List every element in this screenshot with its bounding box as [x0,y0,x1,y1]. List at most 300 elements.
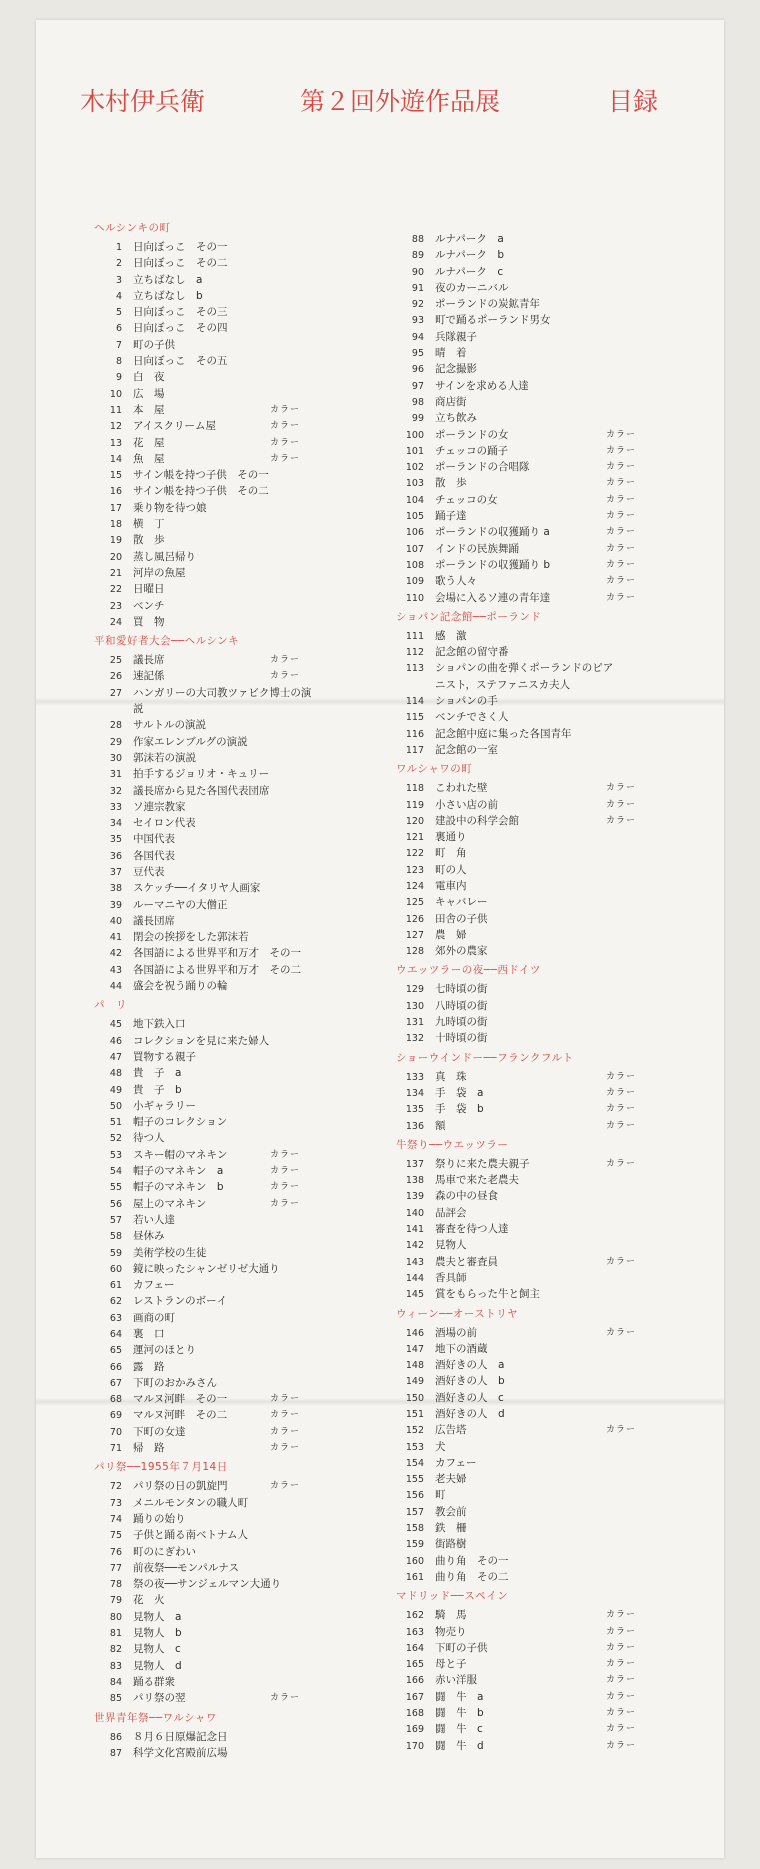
entry-number: 25 [109,655,122,667]
entry-title: 議長席 [133,654,165,667]
catalogue-entry [94,1407,424,1423]
entry-number: 164 [405,1642,424,1654]
entry-title: ルナパーク a [435,233,504,245]
catalogue-entry [396,1205,726,1221]
entry-number: 169 [405,1724,424,1736]
entry-title: 待つ人 [133,1132,165,1145]
catalogue-entry [396,1487,726,1503]
entry-number: 59 [109,1247,122,1259]
entry-number: 127 [405,929,424,941]
entry-number: 12 [109,421,122,433]
entry-number: 85 [109,1693,122,1705]
entry-number: 157 [405,1506,424,1518]
entry-title: 地下鉄入口 [133,1018,186,1031]
entry-number: 94 [411,331,424,343]
catalogue-entry [94,848,424,864]
entry-number: 116 [405,728,424,740]
entry-number: 55 [109,1182,122,1194]
catalogue-entry [94,369,424,385]
catalogue-entry [396,1357,726,1373]
entry-number: 145 [405,1289,424,1301]
catalogue-entry [94,1326,424,1342]
color-print-tag: カラー [606,527,637,538]
color-print-tag: カラー [270,1394,301,1405]
entry-title: 日向ぼっこ その五 [133,355,228,368]
catalogue-entry [94,1478,424,1494]
catalogue-entry [94,1391,424,1407]
entry-number: 46 [109,1035,122,1047]
catalogue-entry [94,962,424,978]
entry-title: 闘 牛 c [435,1723,483,1736]
color-print-tag: カラー [270,1693,301,1704]
catalogue-entry [396,1172,726,1188]
entry-title: 帽子のマネキン b [133,1181,224,1194]
catalogue-entry [396,1439,726,1455]
entry-title: 見物人 c [133,1643,181,1656]
entry-number: 81 [109,1628,122,1640]
entry-number: 93 [411,315,424,327]
entry-title: 闘 牛 a [435,1690,484,1703]
entry-title: 記念館の一室 [435,743,498,756]
entry-number: 105 [405,511,424,523]
color-print-tag: カラー [270,1149,301,1160]
entry-title: 踊子達 [435,510,467,523]
entry-title: 各国語による世界平和万才 その二 [133,963,301,976]
catalogue-entry [94,1745,424,1761]
entry-title: 乗り物を待つ娘 [133,501,207,514]
entry-number: 33 [109,801,122,813]
catalogue-entry [94,418,424,434]
entry-title: 感 激 [435,629,467,642]
entry-number: 3 [115,274,122,286]
entry-title: 兵隊親子 [435,330,477,343]
entry-number: 88 [411,234,424,245]
catalogue-entry [94,255,424,271]
entry-title: 散 歩 [435,477,467,490]
color-print-tag: カラー [270,1443,301,1454]
entry-title: ポーランドの炭鉱青年 [435,298,540,311]
catalogue-entry [396,590,726,606]
entry-number: 63 [109,1312,122,1324]
catalogue-entry [396,557,726,573]
entry-title: 議長席から見た各国代表団席 [133,784,270,797]
entry-number: 15 [109,470,122,482]
entry-title: 赤い洋服 [435,1674,477,1687]
entry-title: 若い人達 [133,1213,175,1226]
entry-number: 161 [405,1571,424,1583]
entry-title: 帽子のマネキン a [133,1165,224,1178]
entry-number: 132 [405,1033,424,1045]
catalogue-entry [94,565,424,581]
entry-title: チェッコの踊子 [435,444,509,457]
color-print-tag: カラー [606,1327,637,1338]
entry-number: 153 [405,1441,424,1453]
entry-title: 運河のほとり [133,1344,196,1357]
catalogue-entry [94,799,424,815]
entry-number: 138 [405,1175,424,1187]
catalogue-entry [396,1738,726,1754]
entry-number: 170 [405,1740,424,1752]
entry-number: 16 [109,486,122,498]
section-header: ヘルシンキの町 [94,222,171,234]
color-print-tag: カラー [606,1256,637,1267]
entry-title: 町で踊るポーランド男女 [435,314,551,327]
catalogue-entry [396,1118,726,1134]
entry-title: 美術学校の生徒 [133,1246,207,1259]
entry-number: 30 [109,752,122,764]
entry-title: パリ祭の翌 [133,1692,186,1705]
entry-title: 豆代表 [133,865,165,878]
entry-title: 魚 屋 [133,452,165,465]
entry-title: 酒場の前 [435,1326,477,1339]
catalogue-entry [396,797,726,813]
entry-title: 闘 牛 d [435,1739,484,1752]
entry-number: 64 [109,1329,122,1340]
catalogue-entry [396,1672,726,1688]
catalogue-entry [94,1690,424,1706]
entry-title: 額 [435,1119,446,1132]
catalogue-entry [94,1065,424,1081]
entry-title: 日向ぼっこ その二 [133,257,228,270]
entry-title: 騎 馬 [435,1609,467,1622]
color-print-tag: カラー [606,815,637,826]
entry-title: インドの民族舞踊 [435,542,519,555]
entry-title: 町 角 [435,847,467,860]
catalogue-entry [396,573,726,589]
catalogue-entry [94,750,424,766]
entry-number: 151 [405,1409,424,1420]
catalogue-entry [396,1188,726,1204]
section-header: パ リ [94,999,127,1012]
entry-number: 137 [405,1158,424,1170]
catalogue-entry [94,1544,424,1560]
entry-number: 158 [405,1523,424,1535]
catalogue-sheet [36,20,724,1858]
entry-title: 日曜日 [133,583,165,596]
catalogue-entry [396,508,726,524]
catalogue-entry [94,1342,424,1358]
catalogue-entry [396,862,726,878]
entry-title: 田舎の子供 [435,912,488,925]
entry-title: ベンチでさく人 [435,711,509,724]
catalogue-entry [396,780,726,796]
entry-title: 日向ぼっこ その三 [133,306,228,319]
color-print-tag: カラー [606,576,637,587]
catalogue-entry [396,1471,726,1487]
entry-number: 47 [109,1051,122,1063]
section-header: パリ祭──1955年７月14日 [94,1461,228,1474]
entry-title: 闘 牛 b [435,1707,484,1720]
color-print-tag: カラー [606,494,637,505]
entry-number: 31 [109,769,122,781]
entry-number: 37 [109,866,122,878]
catalogue-entry [396,296,726,312]
entry-title: 広 場 [133,387,165,400]
entry-title: 記念撮影 [435,363,477,376]
entry-number: 74 [109,1513,122,1525]
catalogue-entry [396,247,726,263]
entry-number: 24 [109,616,122,628]
entry-number: 76 [109,1546,122,1558]
entry-title: 郭沫若の演説 [133,751,196,764]
entry-title: 七時頃の街 [435,983,488,996]
entry-title: 地下の酒蔵 [435,1342,488,1355]
catalogue-entry [94,897,424,913]
entry-title: 盛会を祝う踊りの輪 [133,980,228,993]
entry-number: 95 [411,348,424,360]
catalogue-entry [94,831,424,847]
entry-number: 44 [109,981,122,993]
entry-number: 79 [109,1595,122,1607]
color-print-tag: カラー [606,1626,637,1637]
catalogue-entry [396,1101,726,1117]
catalogue-entry [396,1237,726,1253]
catalogue-entry [396,1014,726,1030]
entry-title: 小ギャラリー [133,1099,196,1112]
photographer-name: 木村伊兵衛 [80,87,206,116]
catalogue-entry [94,1033,424,1049]
catalogue-entry [94,1261,424,1277]
section-header: ショーウインドー──フランクフルト [396,1051,574,1064]
entry-number: 91 [411,282,424,294]
entry-number: 166 [405,1675,424,1687]
catalogue-entry [94,516,424,532]
entry-title: 審査を待つ人達 [435,1223,509,1236]
entry-title: 農 婦 [435,928,467,941]
entry-number: 162 [405,1610,424,1622]
entry-title: パリ祭の日の凱旋門 [133,1480,228,1493]
catalogue-entry [396,1030,726,1046]
entry-number: 58 [109,1231,122,1243]
entry-number: 87 [109,1747,122,1759]
entry-number: 28 [109,720,122,732]
entry-title: 中国代表 [133,833,175,846]
entry-number: 99 [411,413,424,425]
entry-number: 160 [405,1555,424,1567]
entry-number: 35 [109,834,122,846]
catalogue-entry [396,312,726,328]
catalogue-entry [94,1527,424,1543]
entry-title: 記念館中庭に集った各国青年 [435,727,572,740]
entry-number: 65 [109,1345,122,1357]
entry-title: 酒好きの人 a [435,1359,505,1372]
catalogue-entry [94,701,424,717]
catalogue-entry [94,1277,424,1293]
entry-title: 鉄 柵 [435,1522,467,1535]
catalogue-entry [396,1270,726,1286]
catalogue-entry [396,1286,726,1302]
entry-title: 広告塔 [435,1424,467,1437]
section-header: ショパン記念館──ポーランド [396,610,542,623]
entry-number: 163 [405,1626,424,1638]
catalogue-entry [396,1553,726,1569]
catalogue-entry [94,353,424,369]
catalogue-entry [396,280,726,296]
catalogue-entry [396,677,726,693]
entry-title: 踊りの始り [133,1512,186,1525]
catalogue-entry [94,1576,424,1592]
entry-number: 80 [109,1611,122,1623]
color-print-tag: カラー [270,655,301,666]
entry-title: 白 夜 [133,371,165,384]
entry-number: 129 [405,984,424,996]
entry-title: 閉会の挨拶をした郭沫若 [133,931,249,944]
catalogue-entry [396,726,726,742]
color-print-tag: カラー [270,671,301,682]
color-print-tag: カラー [606,478,637,489]
catalogue-entry [396,492,726,508]
entry-number: 10 [109,388,122,400]
entry-title: 小さい店の前 [435,798,498,811]
color-print-tag: カラー [606,1708,637,1719]
entry-number: 111 [405,630,424,642]
entry-title: 母と子 [435,1658,467,1671]
catalogue-entry [396,742,726,758]
entry-number: 36 [109,850,122,862]
left-column [94,217,424,1761]
entry-title: ポーランドの収獲踊り a [435,526,550,539]
color-print-tag: カラー [270,1481,301,1492]
entry-title: 晴 着 [435,347,467,360]
entry-title: 会場に入るソ連の青年達 [435,591,551,604]
color-print-tag: カラー [606,543,637,554]
entry-title: 酒好きの人 b [435,1375,505,1388]
color-print-tag: カラー [606,511,637,522]
entry-title: 横 丁 [133,518,165,531]
entry-title: ルーマニヤの大僧正 [133,898,228,911]
entry-title: アイスクリーム屋 [133,420,216,433]
section-header: ウエッツラーの夜──西ドイツ [396,964,541,977]
color-print-tag: カラー [606,1158,637,1169]
catalogue-entry [94,1440,424,1456]
color-print-tag: カラー [606,1659,637,1670]
catalogue-entry [94,1098,424,1114]
catalogue-entry [396,1406,726,1422]
catalogue-entry [396,443,726,459]
catalogue-entry [94,1641,424,1657]
entry-number: 107 [405,543,424,555]
entry-title: 拍手するジョリオ・キュリー [133,768,270,781]
catalogue-entry [94,945,424,961]
catalogue-entry [396,1422,726,1438]
catalogue-entry [94,320,424,336]
entry-title: 露 路 [133,1360,165,1373]
entry-number: 108 [405,559,424,571]
entry-title: 町の子供 [133,338,175,351]
catalogue-entry [396,644,726,660]
entry-title: 見物人 [435,1239,467,1252]
catalogue-entry [396,524,726,540]
entry-title: 裏 口 [133,1328,165,1340]
catalogue-entry [396,1156,726,1172]
catalogue-entry [94,864,424,880]
catalogue-entry [396,459,726,475]
entry-number: 7 [115,339,122,351]
entry-title: 見物人 b [133,1627,182,1640]
entry-title: 曲り角 その一 [435,1554,509,1567]
entry-number: 117 [405,744,424,756]
section-header: ウィーン──オーストリヤ [396,1307,519,1320]
color-print-tag: カラー [270,1410,301,1421]
catalogue-entry [396,660,726,676]
catalogue-entry [94,288,424,304]
entry-title: マルヌ河畔 その一 [133,1393,228,1406]
catalogue-entry [94,614,424,630]
entry-title: 祭の夜──サンジェルマン大通り [133,1578,282,1591]
exhibition-title: 第２回外遊作品展 [300,87,501,116]
entry-number: 72 [109,1481,122,1493]
entry-title: 商店街 [435,395,467,408]
entry-title: 森の中の昼食 [435,1190,498,1203]
color-print-tag: カラー [606,429,637,440]
entry-number: 143 [405,1256,424,1268]
entry-number: 56 [109,1198,122,1210]
entry-title: 賞をもらった牛と飼主 [435,1288,540,1301]
entry-title: 貴 子 b [133,1083,182,1096]
catalogue-entry [396,1069,726,1085]
catalogue-entry [94,435,424,451]
catalogue-entry [94,1609,424,1625]
catalogue-entry [396,845,726,861]
catalogue-entry [396,981,726,997]
catalogue-entry [396,1569,726,1585]
entry-title: 散 歩 [133,534,165,547]
catalogue-entry [396,829,726,845]
entry-number: 122 [405,848,424,860]
entry-number: 148 [405,1360,424,1372]
entry-title: 電車内 [435,879,467,892]
entry-number: 82 [109,1644,122,1656]
entry-title: 下町のおかみさん [133,1376,217,1389]
catalogue-entry [94,880,424,896]
entry-title: 老夫婦 [435,1473,467,1486]
entry-number: 21 [109,567,122,579]
entry-number: 126 [405,913,424,925]
entry-title: 祭りに来た農夫親子 [435,1157,530,1170]
entry-title: 花 火 [133,1594,165,1607]
color-print-tag: カラー [606,462,637,473]
entry-title: 九時頃の街 [435,1016,488,1029]
entry-title: 夜のカーニバル [435,281,509,294]
entry-title: 議長団席 [133,914,175,927]
color-print-tag: カラー [270,1166,301,1177]
catalogue-entry [94,734,424,750]
entry-number: 9 [115,372,122,384]
catalogue-entry [94,1016,424,1032]
entry-number: 159 [405,1539,424,1551]
entry-number: 133 [405,1071,424,1083]
entry-title: レストランのボーイ [133,1295,228,1308]
catalogue-entry [94,929,424,945]
entry-number: 83 [109,1660,122,1672]
catalogue-entry [94,717,424,733]
entry-number: 101 [405,445,424,457]
entry-number: 43 [109,964,122,976]
entry-title: 歌う人々 [435,575,477,588]
catalogue-entry [396,361,726,377]
catalogue-entry [94,1228,424,1244]
entry-number: 110 [405,592,424,604]
catalogue-entry [396,878,726,894]
entry-number: 134 [405,1087,424,1099]
entry-number: 13 [109,437,122,449]
entry-number: 136 [405,1120,424,1132]
entry-title: ソ連宗教家 [133,800,186,813]
catalogue-entry [396,1390,726,1406]
entry-title: メニルモンタンの職人町 [133,1496,249,1509]
color-print-tag: カラー [270,1426,301,1437]
catalogue-entry [94,668,424,684]
